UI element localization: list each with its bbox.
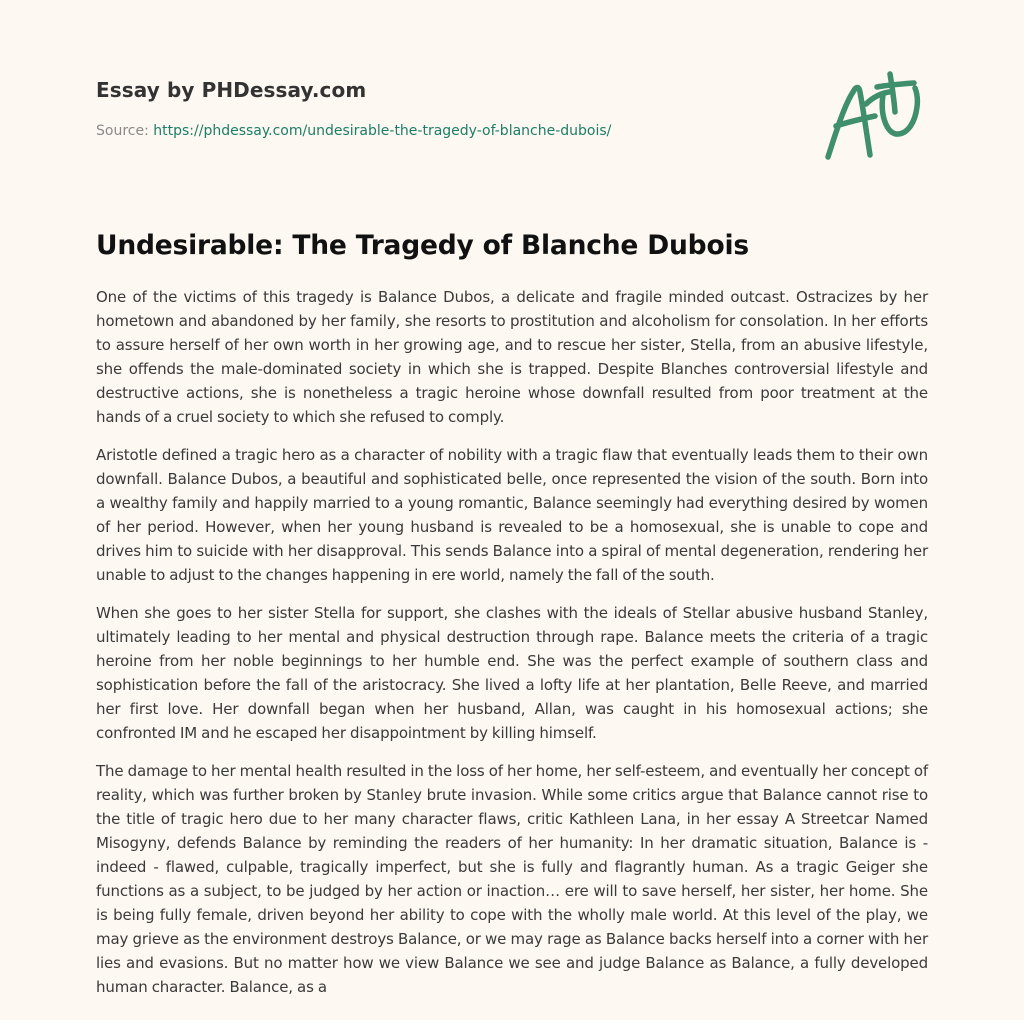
essay-header <box>96 76 736 141</box>
essay-paragraph: Aristotle defined a tragic hero as a character of nobility with a tragic flaw that eventually leads them to their own downfall. Balance Dubos, a beautiful and sophisticated belle, once represented the vision of the south. Born into a wealthy family and happily married to a young romantic, Balance seemingly had everything desired by women of her period. However, when her young husband is revealed to be a homosexual, she is unable to cope and drives him to suicide with her disapproval. This sends Balance into a spiral of mental degeneration, rendering her unable to adjust to the changes happening in ere world, namely the fall of the south. <box>96 446 928 584</box>
essay-paragraph: When she goes to her sister Stella for support, she clashes with the ideals of Stellar abusive husband Stanley, ultimately leading to her mental and physical destruction through rape. Balance meets the criteria of a tragic heroine from her noble beginnings to her humble end. She was the perfect example of southern class and sophistication before the fall of the aristocracy. She lived a lofty life at her plantation, Belle Reeve, and married her first love. Her downfall began when her husband, Allan, was caught in his homosexual actions; she confronted IM and he escaped her disappointment by killing himself. <box>96 604 928 742</box>
essay-paragraph: One of the victims of this tragedy is Balance Dubos, a delicate and fragile minded outcast. Ostracizes by her hometown and abandoned by her family, she resorts to prostitution and alcoholism for consolation. In her efforts to assure herself of her own worth in her growing age, and to rescue her sister, Stella, from an abusive lifestyle, she offends the male-dominated society in which she is trapped. Despite Blanches controversial lifestyle and destructive actions, she is nonetheless a tragic heroine whose downfall resulted from poor treatment at the hands of a cruel society to which she refused to comply. <box>96 288 928 426</box>
essay-paragraph: The damage to her mental health resulted in the loss of her home, her self-esteem, and eventually her concept of reality, which was further broken by Stanley brute invasion. While some critics argue that Balance cannot rise to the title of tragic hero due to her many character flaws, critic Kathleen Lana, in her essay A Streetcar Named Misogyny, defends Balance by reminding the readers of her humanity: In her dramatic situation, Balance is - indeed - flawed, culpable, tragically imperfect, but she is fully and flagrantly human. As a tragic Geiger she functions as a subject, to be judged by her action or inaction… ere will to save herself, her sister, her home. She is being fully female, driven beyond her ability to cope with the wholly male world. At this level of the play, we may grieve as the environment destroys Balance, or we may rage as Balance backs herself into a corner with her lies and evasions. But no matter how we view Balance we see and judge Balance as Balance, a fully developed human character. Balance, as a <box>96 762 928 996</box>
site-brand: Essay by PHDessay.com <box>96 78 367 102</box>
source-link[interactable]: https://phdessay.com/undesirable-the-tragedy-of-blanche-dubois/ <box>153 123 612 139</box>
source-line <box>96 121 736 141</box>
essay-body <box>96 285 928 1013</box>
source-label: Source: <box>96 123 149 139</box>
a-plus-grade-icon <box>822 68 930 164</box>
essay-title: Undesirable: The Tragedy of Blanche Dubois <box>96 230 749 261</box>
